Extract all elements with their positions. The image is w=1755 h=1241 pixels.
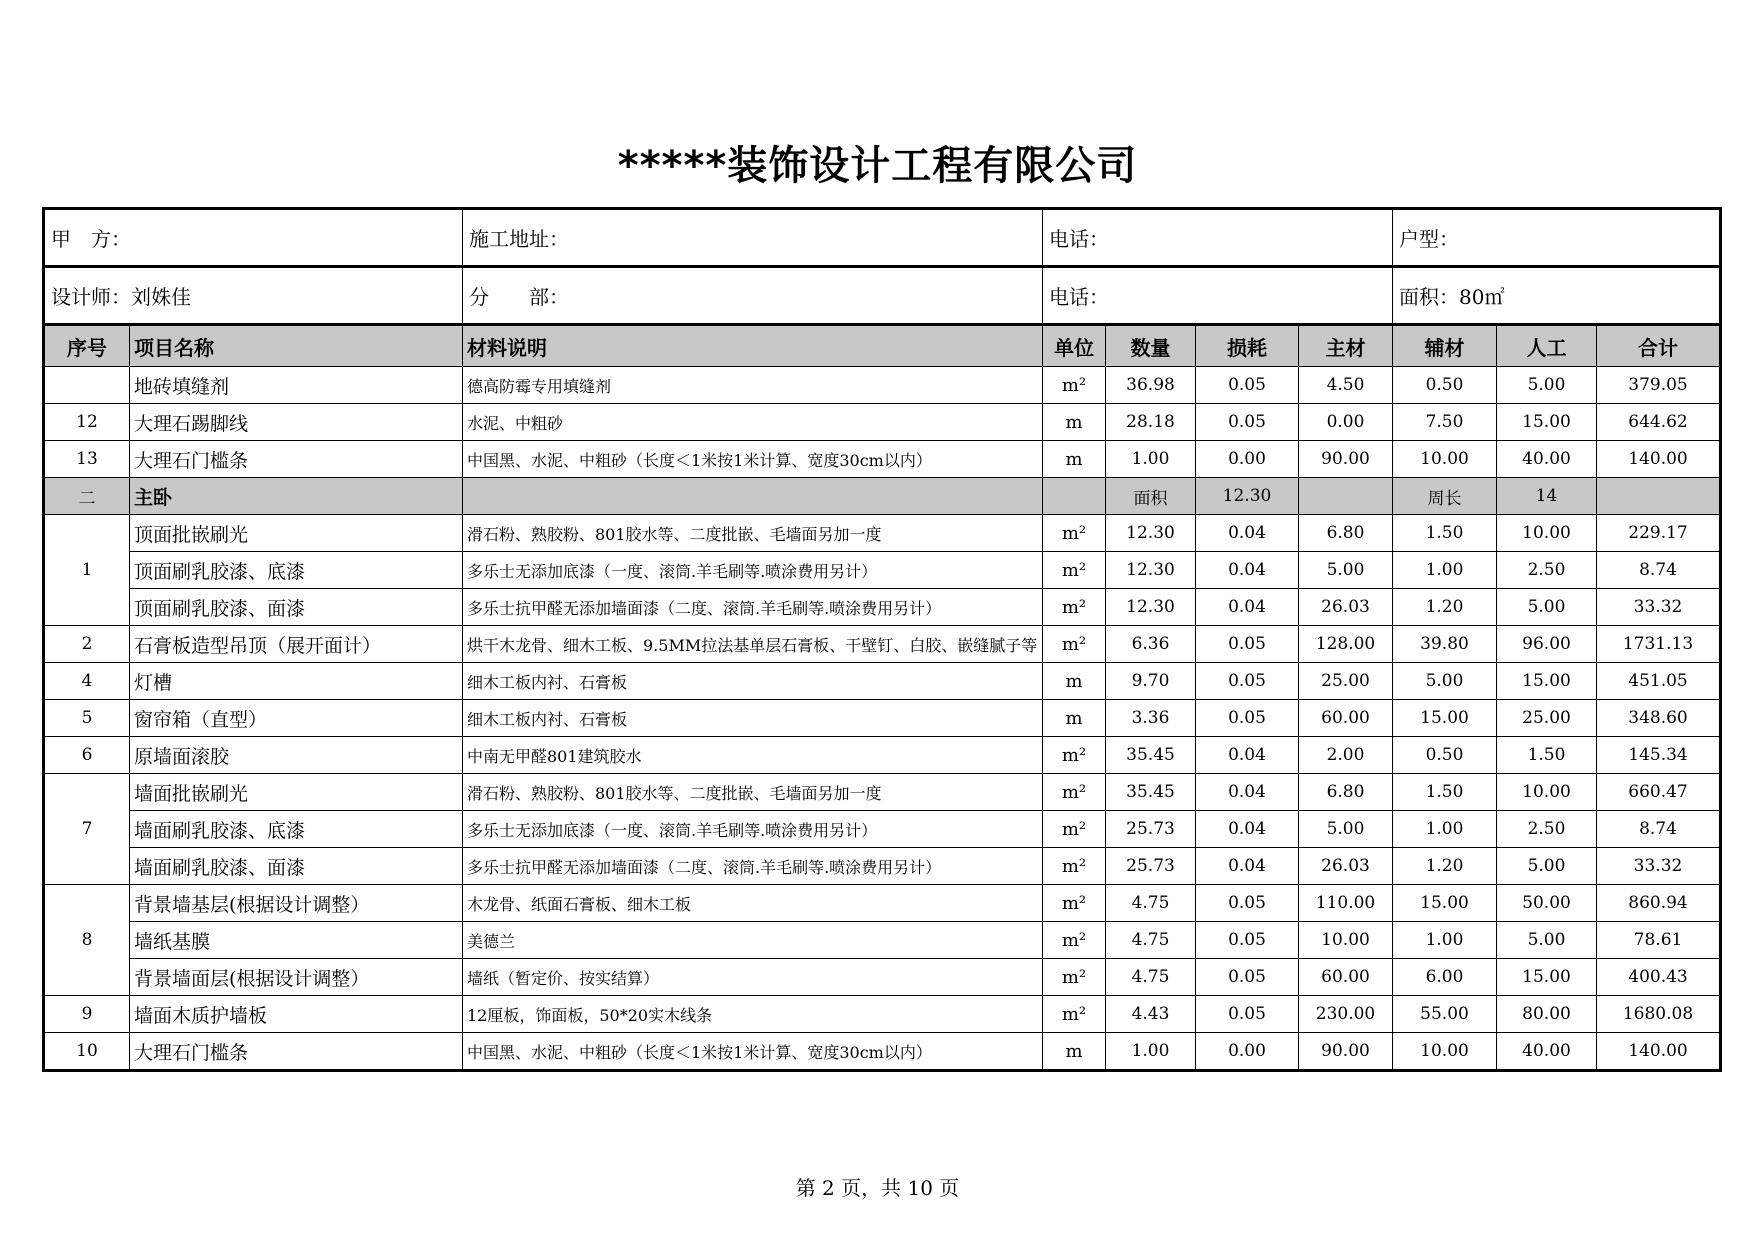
info-row-2 bbox=[44, 267, 1721, 325]
house-type-label: 户型： bbox=[1393, 209, 1721, 267]
cell-aux: 1.20 bbox=[1393, 589, 1497, 626]
cell-loss: 0.05 bbox=[1196, 367, 1299, 404]
cell-main: 0.00 bbox=[1299, 404, 1393, 441]
cell-total: 400.43 bbox=[1597, 959, 1721, 996]
company-title: *****装饰设计工程有限公司 bbox=[617, 143, 1138, 189]
cell-qty: 36.98 bbox=[1106, 367, 1196, 404]
section-no: 二 bbox=[44, 478, 130, 515]
header-loss: 损耗 bbox=[1196, 325, 1299, 367]
cell-aux: 1.20 bbox=[1393, 848, 1497, 885]
cell-name: 墙面木质护墙板 bbox=[130, 996, 463, 1033]
cell-loss: 0.04 bbox=[1196, 774, 1299, 811]
table-row bbox=[44, 996, 1721, 1033]
section-blank bbox=[1597, 478, 1721, 515]
cell-aux: 1.50 bbox=[1393, 515, 1497, 552]
cell-main: 4.50 bbox=[1299, 367, 1393, 404]
phone-label-1: 电话： bbox=[1043, 209, 1393, 267]
cell-mat: 中国黑、水泥、中粗砂（长度＜1米按1米计算、宽度30cm以内） bbox=[463, 1033, 1043, 1071]
header-name: 项目名称 bbox=[130, 325, 463, 367]
cell-total: 33.32 bbox=[1597, 848, 1721, 885]
cell-total: 78.61 bbox=[1597, 922, 1721, 959]
header-qty: 数量 bbox=[1106, 325, 1196, 367]
cell-main: 6.80 bbox=[1299, 774, 1393, 811]
cell-name: 原墙面滚胶 bbox=[130, 737, 463, 774]
cell-no: 5 bbox=[44, 700, 130, 737]
cell-mat: 美德兰 bbox=[463, 922, 1043, 959]
header-total: 合计 bbox=[1597, 325, 1721, 367]
cell-aux: 1.00 bbox=[1393, 811, 1497, 848]
cell-unit: m bbox=[1043, 663, 1106, 700]
cell-no: 2 bbox=[44, 626, 130, 663]
cell-name: 墙面批嵌刷光 bbox=[130, 774, 463, 811]
cell-unit: m² bbox=[1043, 848, 1106, 885]
cell-mat: 烘干木龙骨、细木工板、9.5MM拉法基单层石膏板、干壁钉、白胶、嵌缝腻子等 bbox=[463, 626, 1043, 663]
cell-unit: m² bbox=[1043, 774, 1106, 811]
section-area-value: 12.30 bbox=[1196, 478, 1299, 515]
cell-main: 110.00 bbox=[1299, 885, 1393, 922]
cell-name: 顶面批嵌刷光 bbox=[130, 515, 463, 552]
cell-loss: 0.05 bbox=[1196, 922, 1299, 959]
cell-total: 644.62 bbox=[1597, 404, 1721, 441]
table-row bbox=[44, 626, 1721, 663]
cell-total: 33.32 bbox=[1597, 589, 1721, 626]
cell-main: 5.00 bbox=[1299, 811, 1393, 848]
cell-total: 8.74 bbox=[1597, 552, 1721, 589]
table-row bbox=[44, 811, 1721, 848]
cell-mat: 多乐士无添加底漆（一度、滚筒.羊毛刷等.喷涂费用另计） bbox=[463, 811, 1043, 848]
cell-loss: 0.04 bbox=[1196, 552, 1299, 589]
cell-unit: m² bbox=[1043, 811, 1106, 848]
page-footer: 第 2 页，共 10 页 bbox=[795, 1176, 960, 1200]
quotation-table bbox=[42, 207, 1722, 1072]
cell-labor: 1.50 bbox=[1497, 737, 1597, 774]
cell-name: 墙纸基膜 bbox=[130, 922, 463, 959]
cell-mat: 细木工板内衬、石膏板 bbox=[463, 663, 1043, 700]
cell-aux: 15.00 bbox=[1393, 885, 1497, 922]
address-label: 施工地址： bbox=[463, 209, 1043, 267]
designer-label: 设计师：刘姝佳 bbox=[44, 267, 463, 325]
cell-loss: 0.05 bbox=[1196, 959, 1299, 996]
cell-qty: 28.18 bbox=[1106, 404, 1196, 441]
cell-no: 13 bbox=[44, 441, 130, 478]
section-name: 主卧 bbox=[130, 478, 463, 515]
cell-labor: 80.00 bbox=[1497, 996, 1597, 1033]
header-aux: 辅材 bbox=[1393, 325, 1497, 367]
cell-name: 顶面刷乳胶漆、面漆 bbox=[130, 589, 463, 626]
cell-total: 1680.08 bbox=[1597, 996, 1721, 1033]
table-row bbox=[44, 848, 1721, 885]
cell-aux: 1.50 bbox=[1393, 774, 1497, 811]
cell-loss: 0.04 bbox=[1196, 589, 1299, 626]
table-row bbox=[44, 885, 1721, 922]
cell-labor: 50.00 bbox=[1497, 885, 1597, 922]
cell-name: 背景墙面层(根据设计调整） bbox=[130, 959, 463, 996]
table-row bbox=[44, 774, 1721, 811]
cell-no: 4 bbox=[44, 663, 130, 700]
cell-labor: 15.00 bbox=[1497, 663, 1597, 700]
cell-labor: 5.00 bbox=[1497, 922, 1597, 959]
table-row bbox=[44, 1033, 1721, 1071]
area-label: 面积：80㎡ bbox=[1393, 267, 1721, 325]
cell-no bbox=[44, 367, 130, 404]
cell-qty: 4.75 bbox=[1106, 922, 1196, 959]
table-row bbox=[44, 441, 1721, 478]
cell-qty: 12.30 bbox=[1106, 515, 1196, 552]
header-no: 序号 bbox=[44, 325, 130, 367]
cell-unit: m bbox=[1043, 404, 1106, 441]
cell-loss: 0.04 bbox=[1196, 811, 1299, 848]
cell-name: 大理石门槛条 bbox=[130, 441, 463, 478]
cell-main: 60.00 bbox=[1299, 700, 1393, 737]
cell-mat: 多乐士抗甲醛无添加墙面漆（二度、滚筒.羊毛刷等.喷涂费用另计） bbox=[463, 848, 1043, 885]
cell-main: 10.00 bbox=[1299, 922, 1393, 959]
table-row bbox=[44, 700, 1721, 737]
cell-aux: 10.00 bbox=[1393, 441, 1497, 478]
cell-unit: m bbox=[1043, 700, 1106, 737]
cell-unit: m² bbox=[1043, 996, 1106, 1033]
cell-labor: 96.00 bbox=[1497, 626, 1597, 663]
cell-aux: 55.00 bbox=[1393, 996, 1497, 1033]
cell-mat: 中国黑、水泥、中粗砂（长度＜1米按1米计算、宽度30cm以内） bbox=[463, 441, 1043, 478]
cell-main: 128.00 bbox=[1299, 626, 1393, 663]
cell-unit: m² bbox=[1043, 885, 1106, 922]
cell-loss: 0.05 bbox=[1196, 885, 1299, 922]
cell-no: 12 bbox=[44, 404, 130, 441]
cell-name: 窗帘箱（直型） bbox=[130, 700, 463, 737]
cell-main: 26.03 bbox=[1299, 589, 1393, 626]
cell-qty: 35.45 bbox=[1106, 737, 1196, 774]
cell-main: 6.80 bbox=[1299, 515, 1393, 552]
cell-total: 1731.13 bbox=[1597, 626, 1721, 663]
cell-loss: 0.00 bbox=[1196, 1033, 1299, 1071]
cell-qty: 1.00 bbox=[1106, 441, 1196, 478]
cell-aux: 10.00 bbox=[1393, 1033, 1497, 1071]
cell-main: 26.03 bbox=[1299, 848, 1393, 885]
cell-qty: 3.36 bbox=[1106, 700, 1196, 737]
table-row bbox=[44, 959, 1721, 996]
cell-no: 10 bbox=[44, 1033, 130, 1071]
cell-name: 背景墙基层(根据设计调整） bbox=[130, 885, 463, 922]
cell-name: 地砖填缝剂 bbox=[130, 367, 463, 404]
cell-total: 229.17 bbox=[1597, 515, 1721, 552]
table-row bbox=[44, 515, 1721, 552]
table-row bbox=[44, 589, 1721, 626]
cell-mat: 多乐士抗甲醛无添加墙面漆（二度、滚筒.羊毛刷等.喷涂费用另计） bbox=[463, 589, 1043, 626]
cell-name: 大理石踢脚线 bbox=[130, 404, 463, 441]
cell-labor: 40.00 bbox=[1497, 1033, 1597, 1071]
table-row bbox=[44, 367, 1721, 404]
cell-mat: 墙纸（暂定价、按实结算） bbox=[463, 959, 1043, 996]
cell-labor: 10.00 bbox=[1497, 774, 1597, 811]
cell-mat: 12厘板，饰面板，50*20实木线条 bbox=[463, 996, 1043, 1033]
cell-qty: 4.43 bbox=[1106, 996, 1196, 1033]
cell-no: 1 bbox=[44, 515, 130, 626]
cell-main: 5.00 bbox=[1299, 552, 1393, 589]
cell-aux: 0.50 bbox=[1393, 737, 1497, 774]
section-blank bbox=[463, 478, 1043, 515]
cell-loss: 0.04 bbox=[1196, 848, 1299, 885]
cell-name: 顶面刷乳胶漆、底漆 bbox=[130, 552, 463, 589]
section-area-label: 面积 bbox=[1106, 478, 1196, 515]
cell-labor: 2.50 bbox=[1497, 552, 1597, 589]
cell-no: 6 bbox=[44, 737, 130, 774]
table-row bbox=[44, 404, 1721, 441]
party-a-label: 甲 方： bbox=[44, 209, 463, 267]
branch-label: 分 部： bbox=[463, 267, 1043, 325]
cell-total: 451.05 bbox=[1597, 663, 1721, 700]
cell-unit: m² bbox=[1043, 515, 1106, 552]
cell-aux: 0.50 bbox=[1393, 367, 1497, 404]
cell-qty: 12.30 bbox=[1106, 589, 1196, 626]
header-material: 材料说明 bbox=[463, 325, 1043, 367]
section-blank bbox=[1299, 478, 1393, 515]
header-labor: 人工 bbox=[1497, 325, 1597, 367]
table-row bbox=[44, 922, 1721, 959]
cell-labor: 5.00 bbox=[1497, 848, 1597, 885]
cell-loss: 0.04 bbox=[1196, 737, 1299, 774]
cell-unit: m² bbox=[1043, 959, 1106, 996]
section-row bbox=[44, 478, 1721, 515]
cell-aux: 15.00 bbox=[1393, 700, 1497, 737]
cell-loss: 0.05 bbox=[1196, 996, 1299, 1033]
cell-unit: m bbox=[1043, 1033, 1106, 1071]
table-row bbox=[44, 663, 1721, 700]
header-row bbox=[44, 325, 1721, 367]
section-perimeter-label: 周长 bbox=[1393, 478, 1497, 515]
cell-aux: 5.00 bbox=[1393, 663, 1497, 700]
cell-qty: 35.45 bbox=[1106, 774, 1196, 811]
cell-total: 379.05 bbox=[1597, 367, 1721, 404]
cell-unit: m bbox=[1043, 441, 1106, 478]
cell-loss: 0.05 bbox=[1196, 404, 1299, 441]
cell-name: 灯槽 bbox=[130, 663, 463, 700]
cell-name: 墙面刷乳胶漆、底漆 bbox=[130, 811, 463, 848]
cell-name: 石膏板造型吊顶（展开面计） bbox=[130, 626, 463, 663]
cell-qty: 25.73 bbox=[1106, 811, 1196, 848]
cell-labor: 15.00 bbox=[1497, 959, 1597, 996]
cell-mat: 滑石粉、熟胶粉、801胶水等、二度批嵌、毛墙面另加一度 bbox=[463, 774, 1043, 811]
cell-aux: 1.00 bbox=[1393, 552, 1497, 589]
cell-total: 8.74 bbox=[1597, 811, 1721, 848]
cell-name: 墙面刷乳胶漆、面漆 bbox=[130, 848, 463, 885]
cell-labor: 2.50 bbox=[1497, 811, 1597, 848]
cell-main: 230.00 bbox=[1299, 996, 1393, 1033]
cell-unit: m² bbox=[1043, 626, 1106, 663]
cell-loss: 0.04 bbox=[1196, 515, 1299, 552]
header-main: 主材 bbox=[1299, 325, 1393, 367]
cell-aux: 6.00 bbox=[1393, 959, 1497, 996]
table-row bbox=[44, 552, 1721, 589]
cell-unit: m² bbox=[1043, 552, 1106, 589]
cell-main: 90.00 bbox=[1299, 441, 1393, 478]
cell-qty: 12.30 bbox=[1106, 552, 1196, 589]
cell-no: 8 bbox=[44, 885, 130, 996]
phone-label-2: 电话： bbox=[1043, 267, 1393, 325]
cell-name: 大理石门槛条 bbox=[130, 1033, 463, 1071]
cell-qty: 9.70 bbox=[1106, 663, 1196, 700]
cell-qty: 25.73 bbox=[1106, 848, 1196, 885]
cell-aux: 7.50 bbox=[1393, 404, 1497, 441]
header-unit: 单位 bbox=[1043, 325, 1106, 367]
cell-qty: 4.75 bbox=[1106, 959, 1196, 996]
cell-unit: m² bbox=[1043, 589, 1106, 626]
cell-total: 860.94 bbox=[1597, 885, 1721, 922]
cell-mat: 木龙骨、纸面石膏板、细木工板 bbox=[463, 885, 1043, 922]
cell-qty: 1.00 bbox=[1106, 1033, 1196, 1071]
cell-main: 60.00 bbox=[1299, 959, 1393, 996]
cell-total: 660.47 bbox=[1597, 774, 1721, 811]
cell-total: 140.00 bbox=[1597, 1033, 1721, 1071]
cell-loss: 0.05 bbox=[1196, 700, 1299, 737]
table-row bbox=[44, 737, 1721, 774]
cell-labor: 15.00 bbox=[1497, 404, 1597, 441]
cell-total: 348.60 bbox=[1597, 700, 1721, 737]
info-row-1 bbox=[44, 209, 1721, 267]
cell-loss: 0.00 bbox=[1196, 441, 1299, 478]
section-perimeter-value: 14 bbox=[1497, 478, 1597, 515]
cell-aux: 39.80 bbox=[1393, 626, 1497, 663]
cell-main: 90.00 bbox=[1299, 1033, 1393, 1071]
cell-mat: 德高防霉专用填缝剂 bbox=[463, 367, 1043, 404]
cell-aux: 1.00 bbox=[1393, 922, 1497, 959]
cell-qty: 6.36 bbox=[1106, 626, 1196, 663]
cell-loss: 0.05 bbox=[1196, 626, 1299, 663]
cell-unit: m² bbox=[1043, 367, 1106, 404]
cell-labor: 40.00 bbox=[1497, 441, 1597, 478]
cell-labor: 25.00 bbox=[1497, 700, 1597, 737]
cell-total: 145.34 bbox=[1597, 737, 1721, 774]
cell-no: 7 bbox=[44, 774, 130, 885]
cell-mat: 水泥、中粗砂 bbox=[463, 404, 1043, 441]
cell-unit: m² bbox=[1043, 922, 1106, 959]
cell-mat: 细木工板内衬、石膏板 bbox=[463, 700, 1043, 737]
cell-no: 9 bbox=[44, 996, 130, 1033]
cell-unit: m² bbox=[1043, 737, 1106, 774]
cell-labor: 10.00 bbox=[1497, 515, 1597, 552]
cell-mat: 多乐士无添加底漆（一度、滚筒.羊毛刷等.喷涂费用另计） bbox=[463, 552, 1043, 589]
cell-loss: 0.05 bbox=[1196, 663, 1299, 700]
cell-main: 25.00 bbox=[1299, 663, 1393, 700]
cell-labor: 5.00 bbox=[1497, 367, 1597, 404]
cell-qty: 4.75 bbox=[1106, 885, 1196, 922]
cell-labor: 5.00 bbox=[1497, 589, 1597, 626]
cell-mat: 滑石粉、熟胶粉、801胶水等、二度批嵌、毛墙面另加一度 bbox=[463, 515, 1043, 552]
cell-total: 140.00 bbox=[1597, 441, 1721, 478]
section-blank bbox=[1043, 478, 1106, 515]
cell-mat: 中南无甲醛801建筑胶水 bbox=[463, 737, 1043, 774]
cell-main: 2.00 bbox=[1299, 737, 1393, 774]
